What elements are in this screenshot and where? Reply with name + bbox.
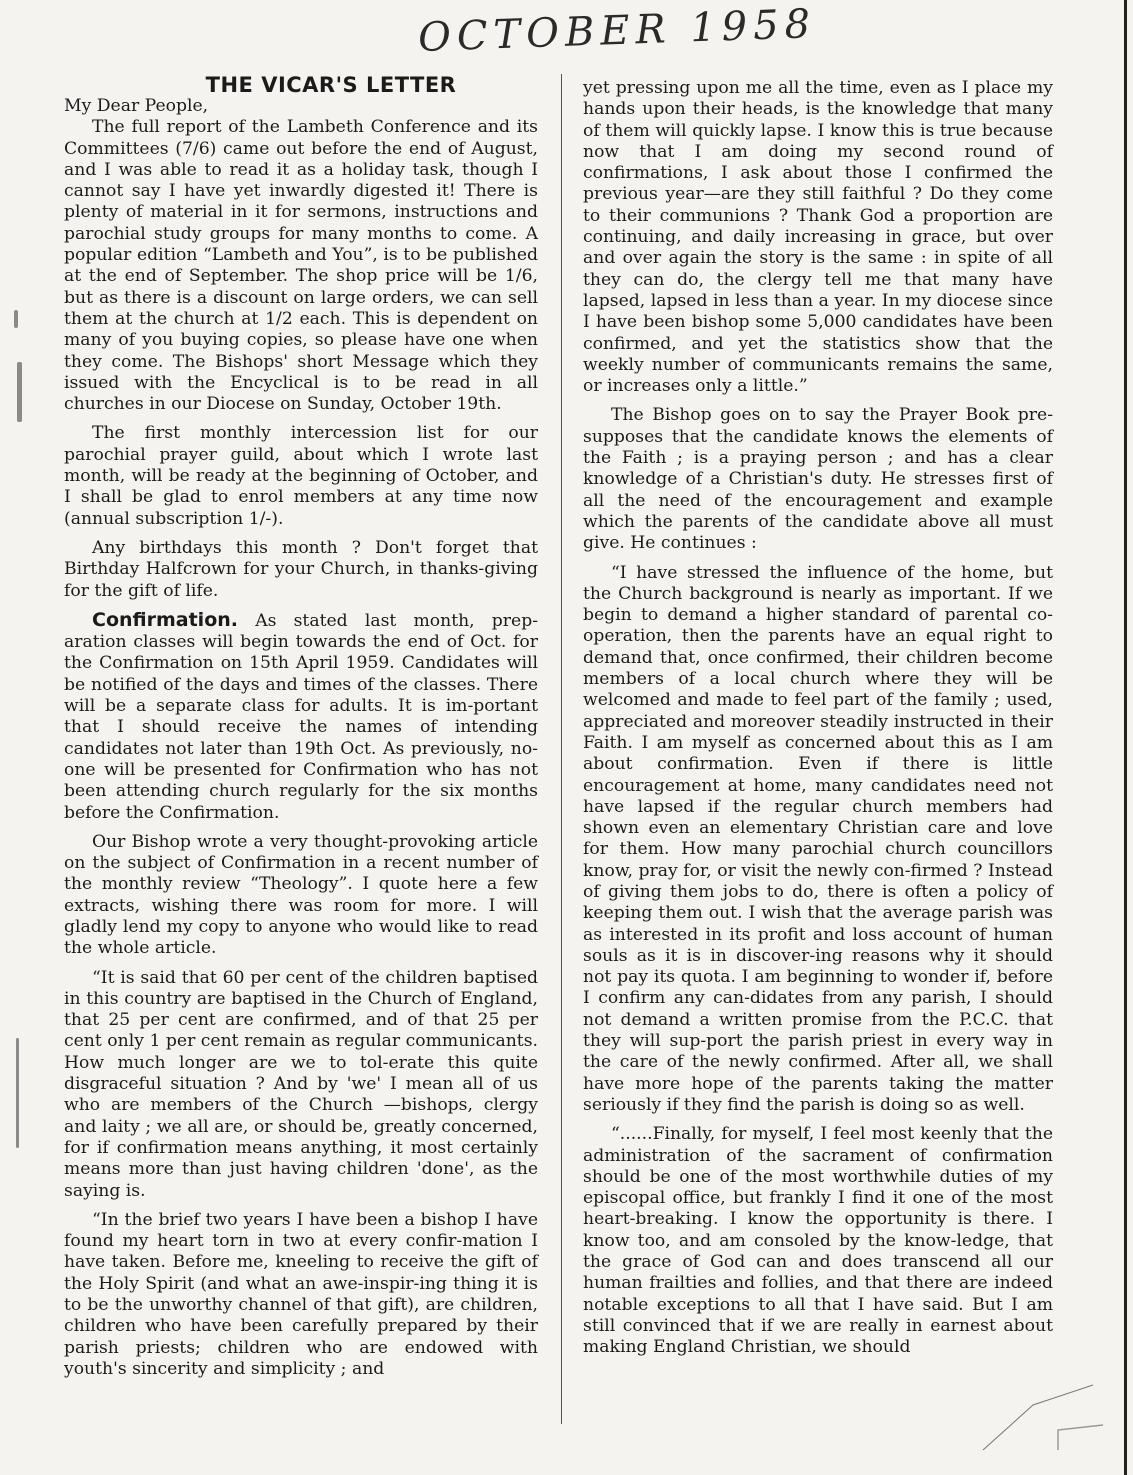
handwritten-date: OCTOBER 1958	[417, 1, 817, 61]
paragraph: The full report of the Lambeth Conference and its Committees (7/6) came out before the end of August, and I was able to read it as a holiday task, though I cannot say I have yet inwardly digested it! There is plenty of material in it for sermons, instructions and parochial study groups for many months to come. A popular edition “Lambeth and You”, is to be published at the end of September. The shop price will be 1/6, but as there is a discount on large orders, we can sell them at the church at 1/2 each. This is dependent on many of you buying copies, so please have one when they come. The Bishops' short Message which they issued with the Encyclical is to be read in all churches in our Diocese on Sunday, October 19th.	[64, 117, 538, 415]
paragraph: “I have stressed the influence of the home, but the Church background is nearly as important. If we begin to demand a higher standard of parental co-operation, then the parents have an equal right to demand that, once confirmed, their children become members of a local church where they will be welcomed and made to feel part of the family ; used, appreciated and moreover steadily instructed in their Faith. I am myself as concerned about this as I am about confirmation. Even if there is little encouragement at home, many candidates need not have lapsed if the regular church members had shown even an elementary Christian care and love for them. How many parochial church councillors know, pray for, or visit the newly con-firmed ? Instead of giving them jobs to do, there is often a policy of keeping them out. I wish that the average parish was as interested in its profit and loss account of human souls as it is in discover-ing reasons why it should not pay its quota. I am beginning to wonder if, before I confirm any can-didates from any parish, I should not demand a written promise from the P.C.C. that they will sup-port the parish priest in every way in the care of the newly confirmed. After all, we shall have more hope of the parents taking the matter seriously if they find the parish is doing so as well.	[583, 562, 1053, 1115]
paragraph: Our Bishop wrote a very thought-provoking article on the subject of Confirmation in a recent number of the monthly review “Theology”. I quote here a few extracts, wishing there was room for more. I will gladly lend my copy to anyone who would like to read the whole article.	[64, 831, 538, 959]
section-heading: Confirmation.	[92, 608, 238, 631]
letter-title: THE VICAR'S LETTER	[205, 73, 457, 97]
paragraph-confirmation	[64, 610, 538, 824]
margin-mark	[16, 1038, 19, 1148]
paragraph: Any birthdays this month ? Don't forget that Birthday Halfcrown for your Church, in thanks-giving for the gift of life.	[64, 537, 538, 601]
paragraph: “In the brief two years I have been a bishop I have found my heart torn in two at every confir-mation I have taken. Before me, kneeling to receive the gift of the Holy Spirit (and what an awe-inspir-ing thing it is to be the unworthy channel of that gift), are children, children who have been carefully prepared by their parish priests; children who are endowed with youth's sincerity and simplicity ; and	[64, 1209, 538, 1379]
paragraph: “It is said that 60 per cent of the children baptised in this country are baptised in the Church of England, that 25 per cent are confirmed, and of that 25 per cent only 1 per cent remain as regular communicants. How much longer are we to tol-erate this quite disgraceful situation ? And by 'we' I mean all of us who are members of the Church —bishops, clergy and laity ; we all are, or should be, greatly concerned, for if confirmation means anything, it most certainly means more than just having children 'done', as the saying is.	[64, 967, 538, 1201]
paragraph: “......Finally, for myself, I feel most keenly that the administration of the sacrament of confirmation should be one of the most worthwhile duties of my episcopal office, but frankly I find it one of the most heart-breaking. I know the opportunity is there. I know too, and am consoled by the know-ledge, that the grace of God can and does transcend all our human frailties and follies, and that there are indeed notable exceptions to all that I have said. But I am still convinced that if we are really in earnest about making England Christian, we should	[583, 1124, 1053, 1358]
paragraph: The first monthly intercession list for our parochial prayer guild, about which I wrote last month, will be ready at the beginning of October, and I shall be glad to enrol members at any time now (annual subscription 1/-).	[64, 423, 538, 529]
margin-mark	[14, 310, 18, 328]
paragraph: yet pressing upon me all the time, even as I place my hands upon their heads, is the knowledge that many of them will quickly lapse. I know this is true because now that I am doing my second round of confirmations, I ask about those I confirmed the previous year—are they still faithful ? Do they come to their communions ? Thank God a proportion are continuing, and daily increasing in grace, but over and over again the story is the same : in spite of all they can do, the clergy tell me that many have lapsed, lapsed in less than a year. In my diocese since I have been bishop some 5,000 candidates have been confirmed, and yet the statistics show that the weekly number of communicants remains the same, or increases only a little.”	[583, 78, 1053, 397]
column-divider	[561, 74, 562, 1424]
corner-fold-mark	[963, 1365, 1103, 1455]
salutation: My Dear People,	[64, 96, 209, 116]
left-column	[64, 74, 538, 1388]
page-edge	[1124, 0, 1127, 1475]
paragraph-text: As stated last month, prep-aration classes will begin towards the end of Oct. for the Confirmation on 15th April 1959. Candidates will be notified of the days and times of the classes. There will be a separate class for adults. It is im-portant that I should receive the names of intending candidates not later than 19th Oct. As previously, no-one will be presented for Confirmation who has not been attending church regularly for the six months before the Confirmation.	[64, 610, 539, 823]
margin-mark	[17, 362, 22, 422]
paragraph: The Bishop goes on to say the Prayer Book pre-supposes that the candidate knows the elements of the Faith ; is a praying person ; and has a clear knowledge of a Christian's duty. He stresses first of all the need of the encouragement and example which the parents of the candidate above all must give. He continues :	[583, 405, 1053, 554]
right-column	[583, 78, 1053, 1367]
